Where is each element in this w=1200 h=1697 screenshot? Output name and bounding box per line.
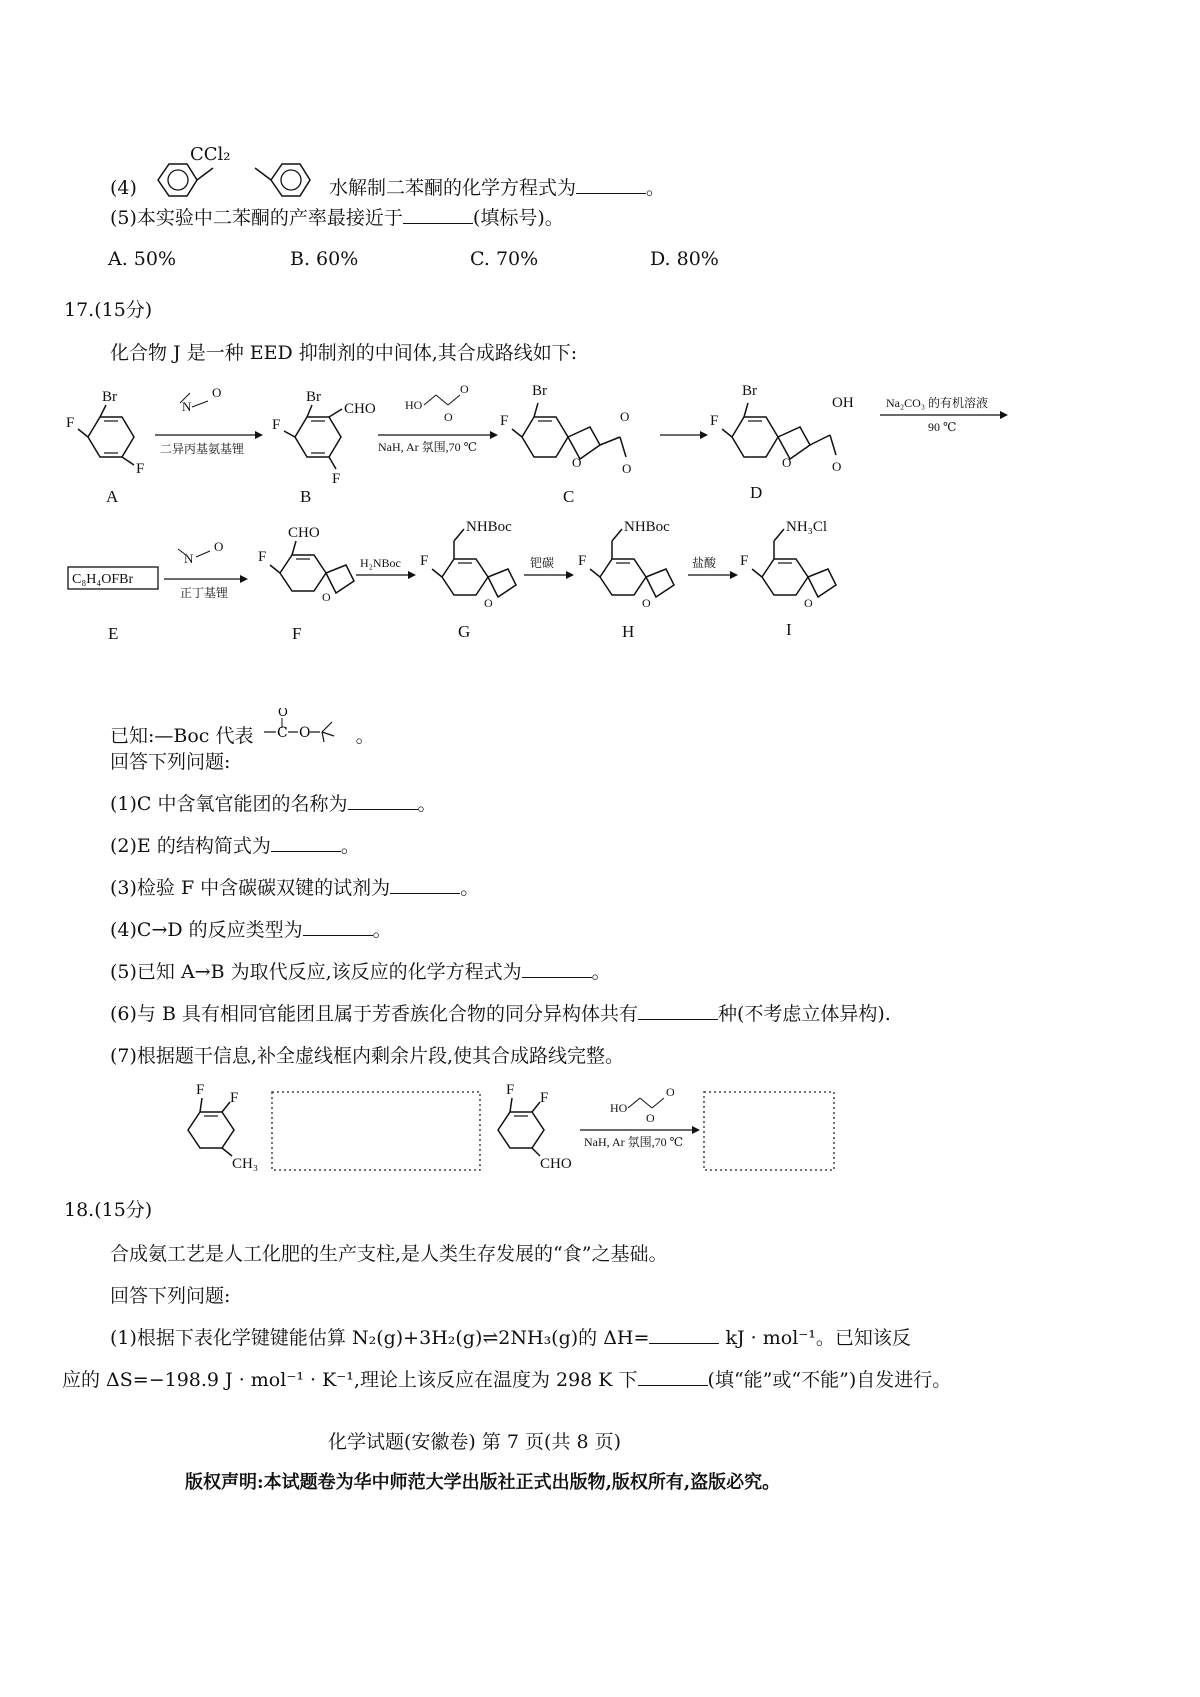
compound-h-structure <box>578 519 674 610</box>
reagent-gh-top: 钯碳 <box>530 556 555 570</box>
q16-part4 <box>110 144 666 200</box>
page-footer: 化学试题(安徽卷) 第 7 页(共 8 页) <box>328 1431 622 1453</box>
svg-text:O: O <box>460 382 469 396</box>
q17-answer-1-blank[interactable] <box>348 795 418 810</box>
q18-intro: 合成氨工艺是人工化肥的生产支柱,是人类生存发展的“食”之基础。 <box>110 1243 668 1265</box>
dashed-box-1 <box>272 1092 480 1170</box>
compound-d-structure <box>710 383 854 474</box>
compound-g-structure <box>420 519 516 610</box>
compound-a-structure <box>66 389 144 477</box>
q16-part4-number: (4) <box>110 177 137 199</box>
svg-text:Br: Br <box>742 383 757 399</box>
svg-text:F: F <box>272 417 281 433</box>
svg-text:NHBoc: NHBoc <box>624 519 670 535</box>
q17-question-1-text: (1)C 中含氧官能团的名称为 <box>110 793 348 815</box>
svg-text:CHO: CHO <box>344 401 376 417</box>
svg-text:F: F <box>136 461 145 477</box>
reagent-ab-bottom: 二异丙基氨基锂 <box>160 442 245 456</box>
q17-question-4 <box>110 915 392 942</box>
svg-text:O: O <box>214 539 224 554</box>
svg-text:F: F <box>740 553 749 569</box>
q17-known-end: 。 <box>355 725 375 747</box>
compound-i-structure <box>740 519 836 610</box>
q17-answer-5-blank[interactable] <box>522 963 592 978</box>
q18-dh-blank[interactable] <box>649 1329 719 1344</box>
svg-text:O: O <box>620 409 630 424</box>
q17-question-3 <box>110 873 479 900</box>
copyright-text: 本试题卷为华中师范大学出版社正式出版物,版权所有,盗版必究。 <box>263 1472 781 1493</box>
synthesis-route-row1 <box>60 375 1060 515</box>
q17-question-3-text: (3)检验 F 中含碳碳双键的试剂为 <box>110 877 391 899</box>
route7-reagent-top: HO <box>610 1101 628 1115</box>
compound-b-structure <box>272 389 376 487</box>
svg-text:F: F <box>230 1090 239 1106</box>
svg-text:F: F <box>66 415 75 431</box>
q16-option-b: B. 60% <box>290 248 359 270</box>
q17-question-6-text: (6)与 B 具有相同官能团且属于芳香族化合物的同分异构体共有 <box>110 1003 638 1025</box>
svg-text:O: O <box>642 596 651 610</box>
q17-question-5-end: 。 <box>591 961 611 983</box>
compound-e-formula: C₈H₄OFBr <box>72 572 134 587</box>
svg-text:F: F <box>540 1090 549 1106</box>
svg-text:O: O <box>322 590 331 604</box>
svg-text:O: O <box>444 410 453 424</box>
q18-answer-intro: 回答下列问题: <box>110 1285 231 1307</box>
q17-question-5-text: (5)已知 A→B 为取代反应,该反应的化学方程式为 <box>110 961 522 983</box>
reagent-de-bottom: 90 ℃ <box>928 420 957 434</box>
q18-part1-line2 <box>62 1365 951 1392</box>
svg-text:CH₃: CH₃ <box>232 1156 259 1172</box>
label-e: E <box>108 624 119 643</box>
label-h: H <box>622 622 635 641</box>
label-g: G <box>458 622 471 641</box>
difluorobenzaldehyde-structure <box>498 1082 572 1172</box>
q17-known <box>110 702 375 748</box>
svg-text:OH: OH <box>832 395 854 411</box>
copyright-label: 版权声明: <box>185 1472 264 1493</box>
svg-text:Br: Br <box>306 389 321 405</box>
q17-question-2 <box>110 831 360 858</box>
q17-known-prefix: 已知:—Boc 代表 <box>110 725 254 747</box>
q17-header: 17.(15分) <box>64 299 153 321</box>
q17-answer-intro: 回答下列问题: <box>110 751 231 773</box>
q18-part1-a: (1)根据下表化学键键能估算 N₂(g)+3H₂(g)⇌2NH₃(g)的 ΔH= <box>110 1327 650 1349</box>
q17-question-7: (7)根据题干信息,补全虚线框内剩余片段,使其合成路线完整。 <box>110 1045 624 1067</box>
q17-question-2-text: (2)E 的结构简式为 <box>110 835 271 857</box>
q16-part5-blank[interactable] <box>403 209 473 224</box>
svg-text:F: F <box>332 471 341 487</box>
svg-text:N: N <box>184 551 194 566</box>
label-f: F <box>292 624 302 643</box>
synthesis-route-row2 <box>60 515 1060 635</box>
compound-f-structure <box>258 525 354 604</box>
q17-question-5 <box>110 957 611 984</box>
q17-question-4-end: 。 <box>372 919 392 941</box>
svg-text:C: C <box>276 725 288 741</box>
svg-text:NHBoc: NHBoc <box>466 519 512 535</box>
svg-text:NH₃Cl: NH₃Cl <box>786 519 828 535</box>
q16-option-c: C. 70% <box>470 248 539 270</box>
q17-intro: 化合物 J 是一种 EED 抑制剂的中间体,其合成路线如下: <box>110 342 578 364</box>
svg-text:O: O <box>212 385 222 400</box>
svg-text:O: O <box>832 459 842 474</box>
label-i: I <box>786 620 792 639</box>
q17-answer-4-blank[interactable] <box>303 921 373 936</box>
q16-option-a: A. 50% <box>108 248 177 270</box>
svg-text:N: N <box>182 399 192 414</box>
reagent-fg-top: H₂NBoc <box>360 556 401 570</box>
copyright-notice <box>185 1468 780 1494</box>
route7-diagram <box>180 1078 860 1174</box>
svg-text:Br: Br <box>102 389 117 405</box>
reagent-bc-top: HO <box>405 398 423 412</box>
dashed-box-2 <box>704 1092 834 1170</box>
svg-text:O: O <box>622 461 632 476</box>
route7-reagent-bottom: NaH, Ar 氛围,70 ℃ <box>584 1135 684 1149</box>
svg-text:O: O <box>804 596 813 610</box>
svg-text:F: F <box>258 549 267 565</box>
q16-part5-end: (填标号)。 <box>472 207 564 229</box>
label-d: D <box>750 483 763 502</box>
q17-question-6 <box>110 999 891 1026</box>
compound-c-structure <box>500 383 631 476</box>
q17-question-6-end: 种(不考虑立体异构). <box>717 1003 891 1025</box>
svg-text:Br: Br <box>532 383 547 399</box>
reagent-hi-top: 盐酸 <box>692 556 717 570</box>
svg-text:CHO: CHO <box>288 525 320 541</box>
svg-text:CHO: CHO <box>540 1156 572 1172</box>
dichlorodiphenylmethane-structure <box>143 158 323 202</box>
q16-part4-text: 水解制二苯酮的化学方程式为 <box>329 177 577 199</box>
reagent-de-top: Na₂CO₃ 的有机溶液 <box>886 396 989 410</box>
q17-answer-2-blank[interactable] <box>271 837 341 852</box>
svg-text:F: F <box>196 1082 205 1098</box>
svg-text:F: F <box>710 413 719 429</box>
q18-part1-d: (填“能”或“不能”)自发进行。 <box>707 1369 952 1391</box>
q17-question-2-end: 。 <box>340 835 360 857</box>
reagent-ef-bottom: 正丁基锂 <box>180 586 229 600</box>
q16-part4-blank[interactable] <box>576 179 646 194</box>
svg-text:O: O <box>484 596 493 610</box>
ccl2-label: CCl₂ <box>190 144 231 165</box>
svg-text:F: F <box>500 413 509 429</box>
reagent-bc-bottom: NaH, Ar 氛围,70 ℃ <box>378 440 478 454</box>
q16-part4-end: 。 <box>646 177 666 199</box>
svg-text:O: O <box>572 455 582 470</box>
q16-part5 <box>110 203 564 230</box>
svg-text:O: O <box>298 725 311 741</box>
label-b: B <box>300 487 312 506</box>
svg-text:O: O <box>277 708 288 719</box>
q17-question-1 <box>110 789 437 816</box>
svg-text:F: F <box>578 553 587 569</box>
svg-text:O: O <box>666 1085 675 1099</box>
label-c: C <box>563 487 575 506</box>
q17-answer-3-blank[interactable] <box>390 879 460 894</box>
q18-spontaneous-blank[interactable] <box>638 1371 708 1386</box>
svg-text:F: F <box>506 1082 515 1098</box>
q18-part1-c: 应的 ΔS=−198.9 J · mol⁻¹ · K⁻¹,理论上该反应在温度为 298 K 下 <box>62 1369 638 1391</box>
q16-option-d: D. 80% <box>650 248 719 270</box>
q16-part5-text: (5)本实验中二苯酮的产率最接近于 <box>110 207 403 229</box>
q18-part1-line1 <box>110 1323 911 1350</box>
svg-text:O: O <box>782 455 792 470</box>
boc-group-structure <box>260 708 350 748</box>
difluorotoluene-structure <box>188 1082 258 1172</box>
label-a: A <box>106 487 119 506</box>
q18-part1-b: kJ · mol⁻¹。已知该反 <box>725 1327 911 1349</box>
q17-question-1-end: 。 <box>417 793 437 815</box>
q17-question-3-end: 。 <box>460 877 480 899</box>
svg-text:F: F <box>420 553 429 569</box>
q17-answer-6-blank[interactable] <box>638 1005 718 1020</box>
q17-question-4-text: (4)C→D 的反应类型为 <box>110 919 303 941</box>
svg-text:O: O <box>646 1111 655 1125</box>
q18-header: 18.(15分) <box>64 1199 153 1221</box>
